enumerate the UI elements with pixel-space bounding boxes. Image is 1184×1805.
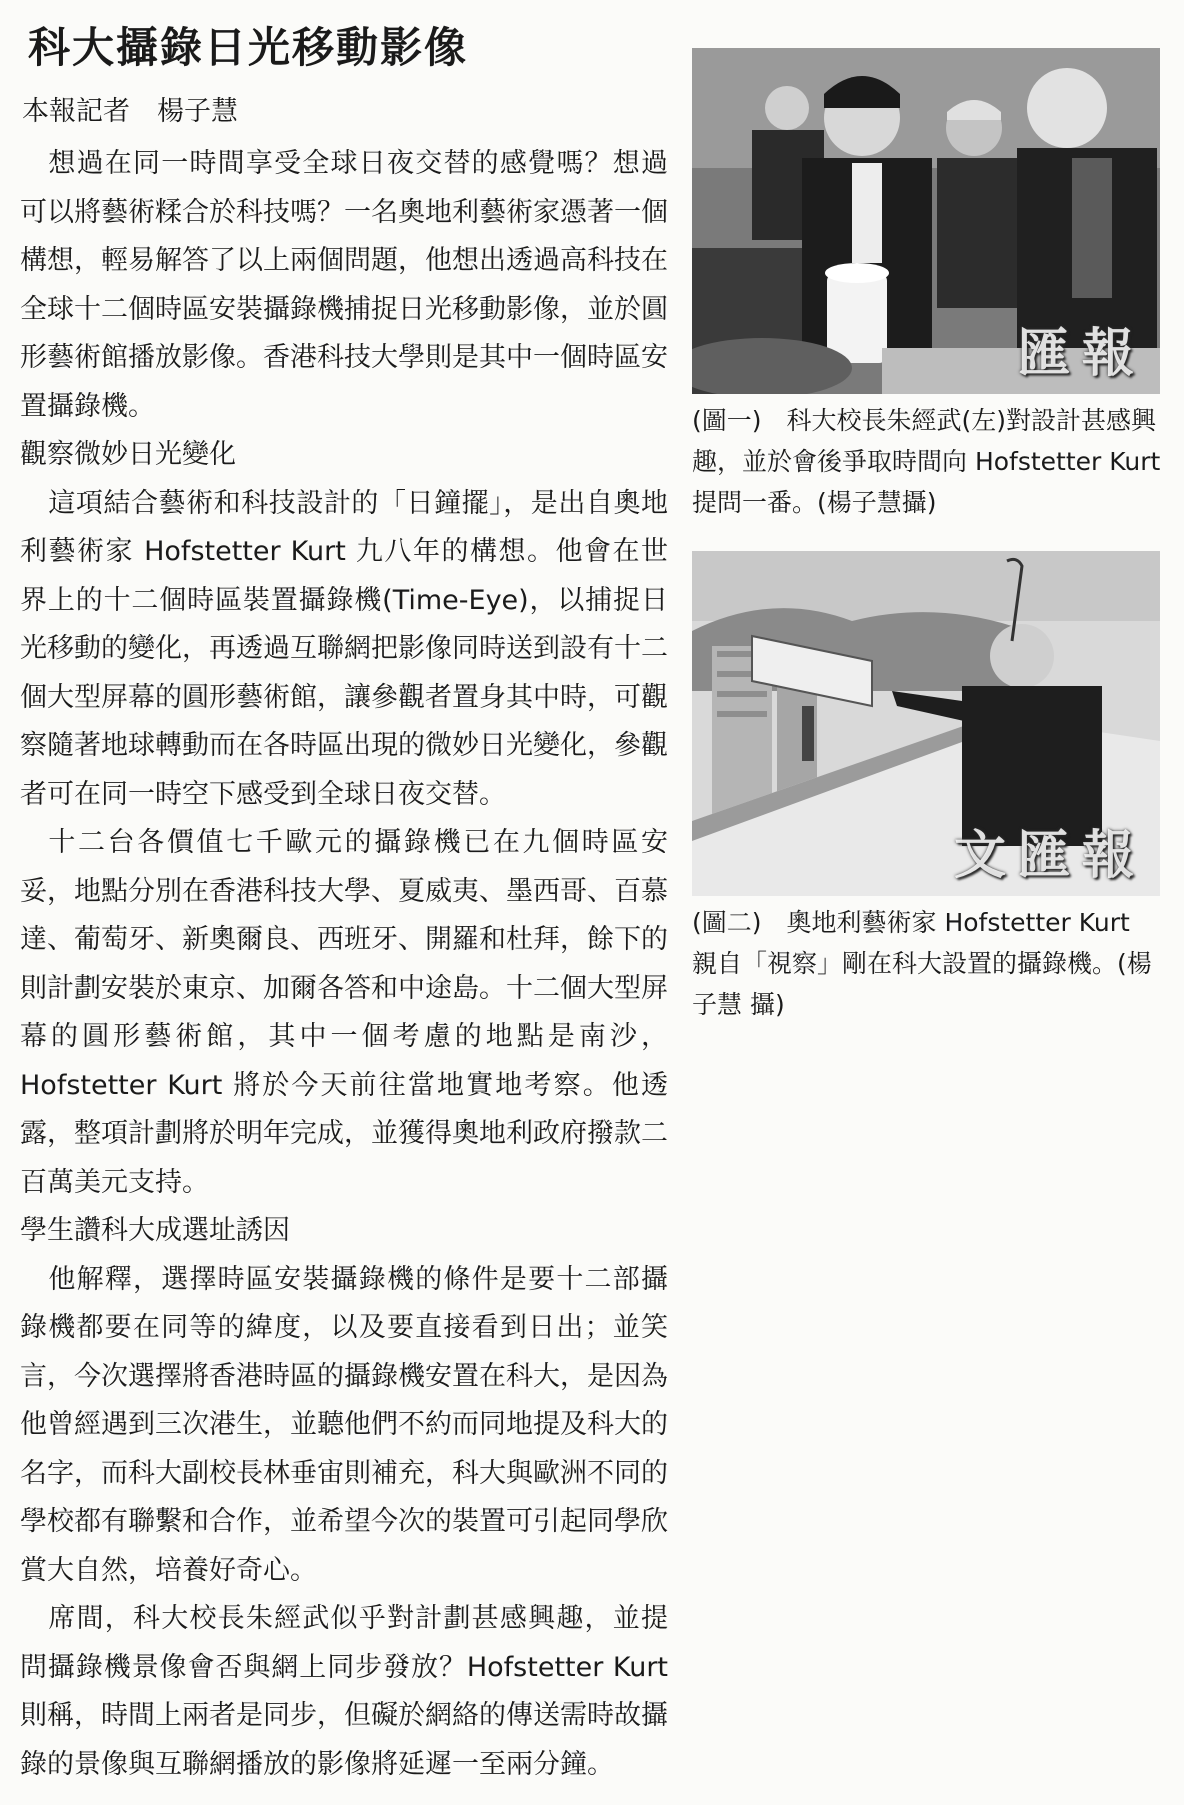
photo-meeting-watermark: 匯報: [1017, 323, 1146, 384]
paragraph-concept: 這項結合藝術和科技設計的「日鐘擺」，是出自奧地利藝術家 Hofstetter Kurt 九八年的構想。他會在世界上的十二個時區裝置攝錄機(Time-Eye)，以捕捉日光移動的變化，再透過互聯網把影像同時送到設有十二個大型屏幕的圓形藝術館，讓參觀者置身其中時，可觀察隨著地球轉動而在各時區出現的微妙日光變化，參觀者可在同一時空下感受到全球日夜交替。: [20, 487, 668, 810]
photo-camera: [692, 551, 1160, 896]
headline: 科大攝錄日光移動影像: [28, 23, 469, 72]
paragraph-president: 席間，科大校長朱經武似乎對計劃甚感興趣，並提問攝錄機景像會否與網上同步發放？Hofstetter Kurt 則稱，時間上兩者是同步，但礙於網絡的傳送需時故攝錄的景像與互聯網播放的影像將延遲一至兩分鐘。: [20, 1603, 668, 1780]
photo-meeting-caption: (圖一) 科大校長朱經武(左)對設計甚感興趣，並於會後爭取時間向 Hofstetter Kurt 提問一番。(楊子慧攝): [692, 406, 1161, 517]
photo-column: [692, 48, 1162, 1025]
subheading-observe: 觀察微妙日光變化: [20, 439, 236, 470]
article-body: [20, 140, 668, 1789]
photo-meeting: [692, 48, 1160, 394]
paragraph-explanation: 他解釋，選擇時區安裝攝錄機的條件是要十二部攝錄機都要在同等的緯度，以及要直接看到日出；並笑言，今次選擇將香港時區的攝錄機安置在科大，是因為他曾經遇到三次港生，並聽他們不約而同地提及科大的名字，而科大副校長林垂宙則補充，科大與歐洲不同的學校都有聯繫和合作，並希望今次的裝置可引起同學欣賞大自然，培養好奇心。: [20, 1263, 668, 1586]
paragraph-intro: 想過在同一時間享受全球日夜交替的感覺嗎？想過可以將藝術糅合於科技嗎？一名奧地利藝術家憑著一個構想，輕易解答了以上兩個問題，他想出透過高科技在全球十二個時區安裝攝錄機捕捉日光移動影像，並於圓形藝術館播放影像。香港科技大學則是其中一個時區安置攝錄機。: [20, 148, 668, 422]
subheading-students: 學生讚科大成選址誘因: [20, 1215, 290, 1246]
photo-camera-watermark: 文匯報: [953, 825, 1146, 886]
byline: 本報記者 楊子慧: [22, 96, 238, 127]
photo-camera-caption: (圖二) 奧地利藝術家 Hofstetter Kurt 親自「視察」剛在科大設置的攝錄機。(楊子慧 攝): [692, 908, 1152, 1019]
paragraph-locations: 十二台各價值七千歐元的攝錄機已在九個時區安妥，地點分別在香港科技大學、夏威夷、墨西哥、百慕達、葡萄牙、新奧爾良、西班牙、開羅和杜拜，餘下的則計劃安裝於東京、加爾各答和中途島。十二個大型屏幕的圓形藝術館，其中一個考慮的地點是南沙，Hofstetter Kurt 將於今天前往當地實地考察。他透露，整項計劃將於明年完成，並獲得奧地利政府撥款二百萬美元支持。: [20, 827, 668, 1198]
